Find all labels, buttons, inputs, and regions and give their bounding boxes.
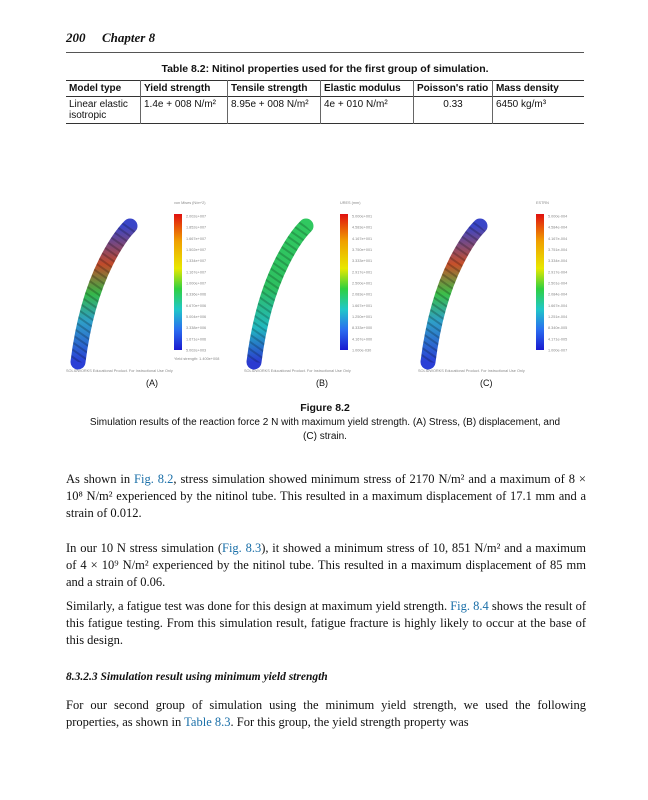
panel-label-a: (A)	[146, 378, 158, 388]
properties-table	[66, 80, 584, 124]
paragraph-text: . For this group, the yield strength property was	[230, 715, 469, 729]
legend-tick-label: 5.002e+003	[186, 348, 207, 353]
legend-tick-label: 2.002e+007	[186, 214, 207, 219]
watermark: SOLIDWORKS Educational Product. For Instructional Use Only	[418, 369, 525, 373]
legend-tick-label: 2.501e-004	[548, 281, 568, 286]
legend-tick-label: 2.917e-004	[548, 270, 568, 275]
legend-tick-label: 2.500e+001	[352, 281, 373, 286]
paragraph	[66, 471, 586, 522]
legend-tick-label: 1.000e-007	[548, 348, 568, 353]
legend-tick-label: 4.583e+001	[352, 225, 373, 230]
legend-title: von Mises (N/m^2)	[174, 201, 206, 205]
legend-tick-label: 1.852e+007	[186, 225, 207, 230]
paragraph	[66, 697, 586, 731]
figure-caption: Simulation results of the reaction force 2 N with maximum yield strength. (A) Stress, (B) displacement, and (C) strain.	[89, 417, 561, 442]
table-header-row	[66, 81, 584, 97]
stress-panel	[66, 190, 242, 376]
page-number: 200	[66, 30, 86, 45]
legend-tick-label: 4.167e+000	[352, 337, 373, 342]
yield-strength-label: Yield strength: 1.400e+008	[174, 357, 220, 361]
legend-title: URES (mm)	[340, 201, 361, 205]
legend-tick-label: 2.084e-004	[548, 292, 568, 297]
legend-tick-label: 2.083e+001	[352, 292, 373, 297]
figure-link[interactable]: Fig. 8.2	[134, 472, 174, 486]
figure-link[interactable]: Fig. 8.4	[450, 599, 489, 613]
legend-tick-label: 3.750e+001	[352, 248, 373, 252]
paragraph-text: shows the result of this fatigue testing. From this simulation result, fatigue fracture is highly likely to occur at the base of this design.	[66, 599, 586, 647]
paragraph-text: Similarly, a fatigue test was done for this design at maximum yield strength.	[66, 599, 451, 613]
legend-tick-label: 2.917e+001	[352, 270, 373, 275]
table-link[interactable]: Table 8.3	[184, 715, 231, 729]
paragraph-text: As shown in	[66, 472, 135, 486]
paragraph-text: In our 10 N stress simulation (	[66, 541, 222, 555]
table-row	[66, 97, 584, 124]
running-header	[66, 28, 584, 53]
paragraph-text: , stress simulation showed minimum stress of 2170 N/m² and a maximum of 8 × 10⁸ N/m² experienced by the nitinol tube. This resulted in a maximum displacement of 17.1 mm and a strain of 0.012.	[66, 472, 586, 520]
legend-tick-label: 1.334e+007	[186, 259, 207, 264]
watermark: SOLIDWORKS Educational Product. For Instructional Use Only	[244, 369, 351, 373]
column-header: Mass density	[493, 81, 585, 97]
legend-tick-label: 1.000e-030	[352, 348, 372, 353]
color-legend	[174, 214, 182, 350]
legend-tick-label: 8.336e+006	[186, 292, 207, 297]
legend-tick-label: 8.333e+000	[352, 326, 373, 331]
legend-tick-label: 4.167e+001	[352, 236, 373, 241]
legend-tick-label: 1.667e+001	[352, 303, 373, 308]
legend-tick-group	[186, 215, 206, 353]
color-legend	[536, 214, 544, 350]
paragraph-text: ), it showed a minimum stress of 10, 851 N/m² and a maximum of 4 × 10⁹ N/m² experienced by the nitinol tube. This resulted in a maximum displacement of 85 mm and a strain of 0.06.	[66, 541, 586, 589]
paragraph	[66, 598, 586, 649]
table-caption: Table 8.2: Nitinol properties used for the first group of simulation.	[161, 63, 489, 75]
displacement-panel	[244, 190, 416, 376]
section-heading: 8.3.2.3 Simulation result using minimum yield strength	[66, 671, 328, 683]
legend-tick-label: 3.338e+006	[186, 326, 207, 331]
table-cell: 1.4e + 008 N/m²	[141, 97, 228, 124]
legend-tick-label: 8.340e-005	[548, 326, 568, 331]
panel-label-c: (C)	[480, 378, 493, 388]
table-cell: 8.95e + 008 N/m²	[228, 97, 321, 124]
table-cell: 0.33	[414, 97, 493, 124]
legend-tick-label: 4.167e-004	[548, 236, 568, 241]
legend-tick-label: 5.004e+006	[186, 315, 207, 319]
legend-tick-label: 1.250e+001	[352, 315, 373, 319]
legend-tick-label: 6.670e+006	[186, 303, 207, 308]
legend-tick-label: 1.667e+007	[186, 236, 207, 241]
column-header: Elastic modulus	[321, 81, 414, 97]
legend-tick-label: 4.171e-005	[548, 337, 568, 342]
table-cell: 6450 kg/m³	[493, 97, 585, 124]
color-legend	[340, 214, 348, 350]
legend-tick-label: 1.000e+007	[186, 281, 207, 286]
column-header: Tensile strength	[228, 81, 321, 97]
figure-link[interactable]: Fig. 8.3	[222, 541, 262, 555]
legend-tick-label: 5.000e+001	[352, 214, 373, 219]
legend-title: ESTRN	[536, 201, 549, 205]
legend-tick-label: 3.334e-004	[548, 259, 568, 264]
legend-tick-label: 1.167e+007	[186, 270, 207, 275]
paragraph-text: For our second group of simulation using the minimum yield strength, we used the following properties, as shown in	[66, 698, 586, 729]
column-header: Model type	[69, 83, 122, 94]
table-cell: 4e + 010 N/m²	[321, 97, 414, 124]
column-header: Yield strength	[141, 81, 228, 97]
watermark: SOLIDWORKS Educational Product. For Instructional Use Only	[66, 369, 173, 373]
legend-tick-label: 3.333e+001	[352, 259, 373, 264]
legend-tick-label: 5.000e-004	[548, 214, 568, 219]
paragraph	[66, 540, 586, 591]
chapter-title: Chapter 8	[102, 30, 156, 45]
legend-tick-label: 1.667e-004	[548, 303, 568, 308]
table-cell: Linear elastic isotropic	[69, 99, 128, 121]
legend-tick-group	[548, 215, 567, 353]
legend-tick-label: 1.502e+007	[186, 248, 207, 252]
figure-8-2	[66, 190, 584, 390]
legend-tick-group	[352, 215, 372, 353]
column-header: Poisson's ratio	[414, 81, 493, 97]
legend-tick-label: 1.671e+006	[186, 337, 207, 342]
strain-panel	[418, 190, 584, 376]
figure-title: Figure 8.2	[300, 402, 350, 414]
panel-label-b: (B)	[316, 378, 328, 388]
legend-tick-label: 3.751e-004	[548, 248, 568, 252]
legend-tick-label: 4.584e-004	[548, 225, 568, 230]
legend-tick-label: 1.251e-004	[548, 315, 568, 319]
